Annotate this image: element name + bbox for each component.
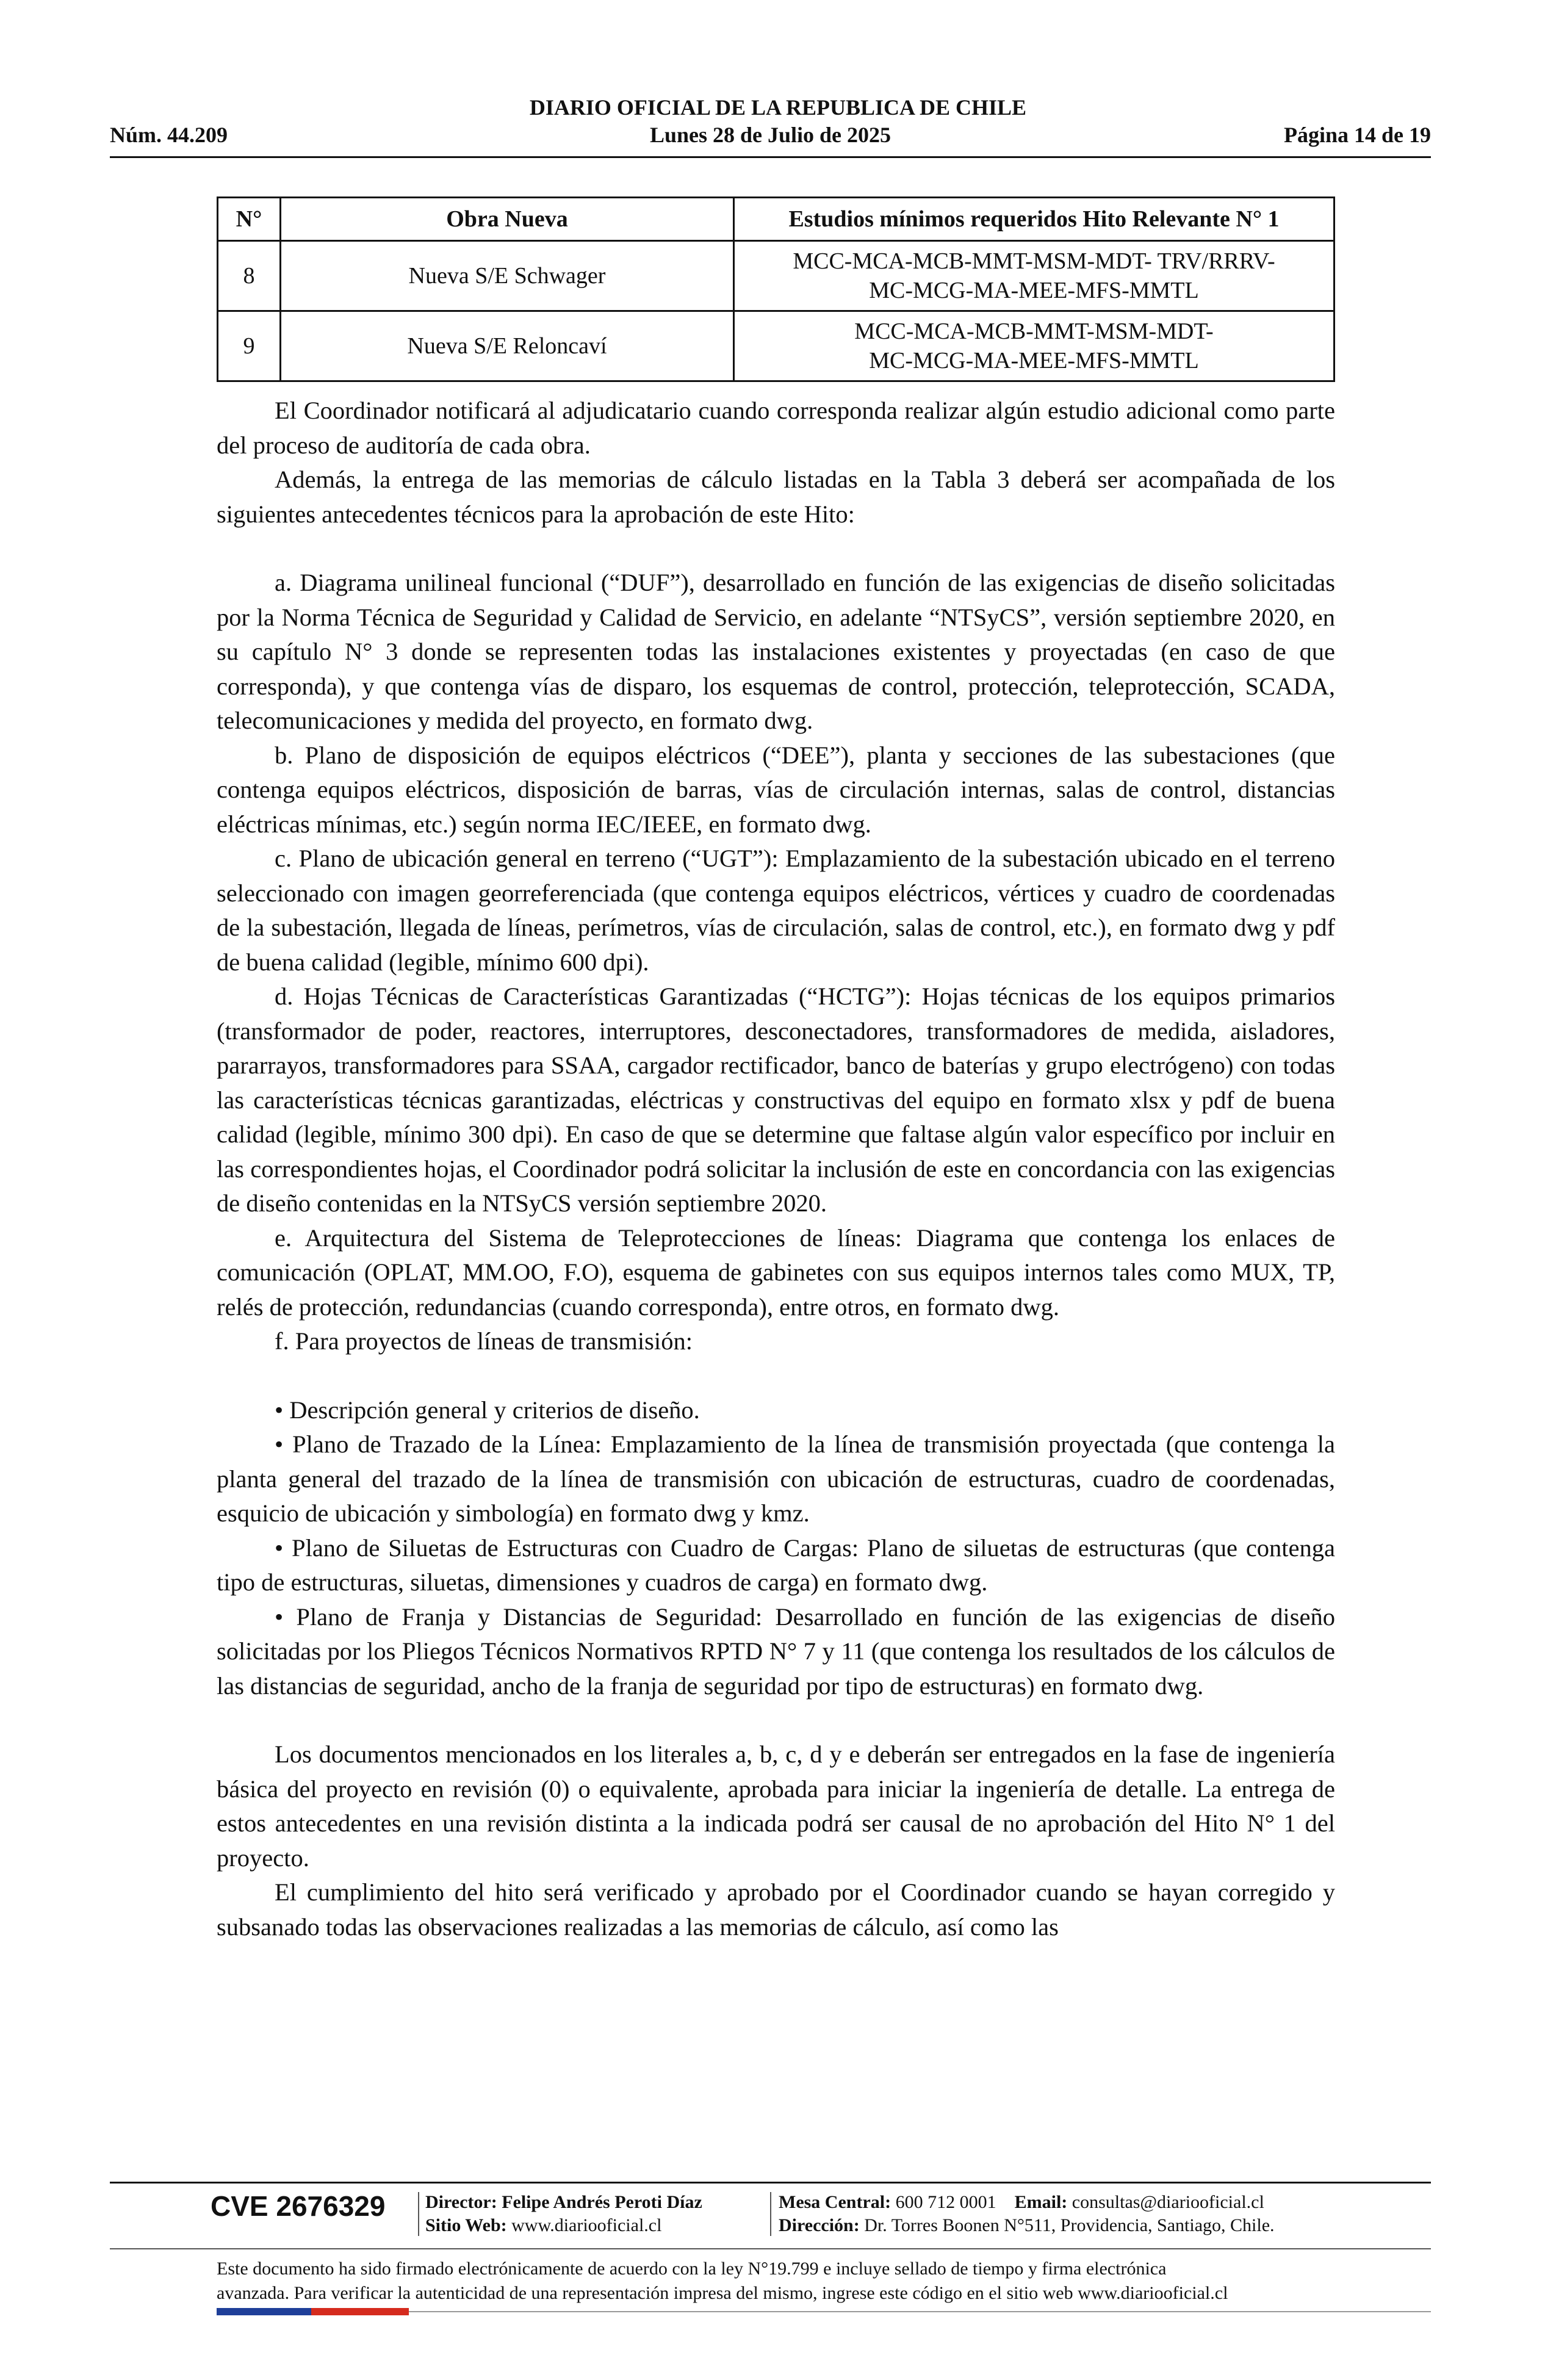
email-link[interactable]: consultas@diariooficial.cl xyxy=(1072,2192,1264,2212)
header-divider xyxy=(110,156,1431,158)
footer-divider xyxy=(110,2248,1431,2249)
footer-contact-block xyxy=(779,2191,1275,2237)
table-row xyxy=(218,241,1334,311)
disclaimer-line: Este documento ha sido firmado electrónicamente de acuerdo con la ley N°19.799 e incluye sellado de tiempo y firma electrónica xyxy=(217,2259,1167,2279)
signature-disclaimer xyxy=(217,2257,1335,2306)
bullet-item: • Plano de Trazado de la Línea: Emplazamiento de la línea de transmisión proyectada (que contenga la planta general del trazado de la línea de transmisión con ubicación de estructuras, cuadro de coordenadas, esquicio de ubicación y simbología) en formato dwg y kmz. xyxy=(217,1430,1335,1527)
paragraph: Además, la entrega de las memorias de cálculo listadas en la Tabla 3 deberá ser acompañada de los siguientes antecedentes técnicos para la aprobación de este Hito: xyxy=(217,466,1335,528)
website-link[interactable]: www.diariooficial.cl xyxy=(511,2215,662,2235)
row-obra: Nueva S/E Schwager xyxy=(281,241,734,311)
list-item-f: f. Para proyectos de líneas de transmisión: xyxy=(275,1327,693,1355)
row-estudios xyxy=(734,241,1334,311)
list-item-e: e. Arquitectura del Sistema de Teleprotecciones de líneas: Diagrama que contenga los enlaces de comunicación (OPLAT, MM.OO, F.O), esquema de gabinetes con sus equipos internos tales como MUX, TP, relés de protección, redundancias (cuando corresponda), entre otros, en formato dwg. xyxy=(217,1224,1335,1321)
row-estudios-line: MC-MCG-MA-MEE-MFS-MMTL xyxy=(869,278,1199,303)
disclaimer-line: avanzada. Para verificar la autenticidad de una representación impresa del mismo, ingrese este código en el sitio web www.diariooficial.cl xyxy=(217,2283,1228,2303)
paragraph: El cumplimiento del hito será verificado y aprobado por el Coordinador cuando se hayan corregido y subsanado todas las observaciones realizadas a las memorias de cálculo, así como las xyxy=(217,1878,1335,1941)
col-header-number: N° xyxy=(218,198,281,241)
flag-stripe-blue xyxy=(217,2308,311,2315)
footer-separator xyxy=(770,2192,771,2236)
col-header-estudios: Estudios mínimos requeridos Hito Relevante N° 1 xyxy=(734,198,1334,241)
list-item-b: b. Plano de disposición de equipos eléctricos (“DEE”), planta y secciones de las subestaciones (que contenga equipos eléctricos, disposición de barras, vías de circulación internas, salas de control, distancias eléctricas mínimas, etc.) según norma IEC/IEEE, en formato dwg. xyxy=(217,741,1335,838)
list-item-d: d. Hojas Técnicas de Características Garantizadas (“HCTG”): Hojas técnicas de los equipos primarios (transformador de poder, reactores, interruptores, desconectadores, transformadores de medida, aisladores, pararrayos, transformadores para SSAA, cargador rectificador, banco de baterías y grupo electrógeno) con todas las características técnicas garantizadas, eléctricas y constructivas del equipo en formato xlsx y pdf de buena calidad (legible, mínimo 300 dpi). En caso de que se determine que faltase algún valor específico por incluir en las correspondientes hojas, el Coordinador podrá solicitar la inclusión de este en concordancia con las exigencias de diseño contenidas en la NTSyCS versión septiembre 2020. xyxy=(217,983,1335,1217)
footer-separator xyxy=(418,2192,419,2236)
row-obra: Nueva S/E Reloncaví xyxy=(281,311,734,381)
col-header-obra: Obra Nueva xyxy=(281,198,734,241)
bullet-item: • Plano de Franja y Distancias de Seguridad: Desarrollado en función de las exigencias de diseño solicitadas por los Pliegos Técnicos Normativos RPTD N° 7 y 11 (que contenga los resultados de los cálculos de las distancias de seguridad, ancho de la franja de seguridad por tipo de estructuras) en formato dwg. xyxy=(217,1603,1335,1700)
row-estudios-line: MC-MCG-MA-MEE-MFS-MMTL xyxy=(869,348,1199,373)
address-value: Dr. Torres Boonen N°511, Providencia, Santiago, Chile. xyxy=(864,2215,1275,2235)
bullet-item: • Descripción general y criterios de diseño. xyxy=(275,1396,700,1424)
website-label: Sitio Web: xyxy=(425,2215,507,2235)
issue-date: Lunes 28 de Julio de 2025 xyxy=(649,123,891,147)
row-number: 9 xyxy=(218,311,281,381)
document-body xyxy=(217,394,1335,1944)
footer-divider xyxy=(110,2182,1431,2183)
phone-number: 600 712 0001 xyxy=(895,2192,996,2212)
publication-title: DIARIO OFICIAL DE LA REPUBLICA DE CHILE xyxy=(529,95,1027,120)
phone-label: Mesa Central: xyxy=(779,2192,891,2212)
bullet-item: • Plano de Siluetas de Estructuras con Cuadro de Cargas: Plano de siluetas de estructuras (que contenga tipo de estructuras, siluetas, dimensiones y cuadros de carga) en formato dwg. xyxy=(217,1534,1335,1596)
studies-table xyxy=(217,197,1335,382)
cve-code: CVE 2676329 xyxy=(211,2190,386,2222)
page-number: Página 14 de 19 xyxy=(1283,123,1431,147)
table-header-row xyxy=(218,198,1334,241)
footer-bottom-rule xyxy=(409,2311,1431,2312)
footer-director-block xyxy=(425,2191,702,2237)
flag-stripe-red xyxy=(311,2308,409,2315)
list-item-a: a. Diagrama unilineal funcional (“DUF”), desarrollado en función de las exigencias de diseño solicitadas por la Norma Técnica de Seguridad y Calidad de Servicio, en adelante “NTSyCS”, versión septiembre 2020, en su capítulo N° 3 donde se representen todas las instalaciones existentes y proyectadas (en caso de que corresponda), y que contenga vías de disparo, los esquemas de control, protección, teleprotección, SCADA, telecomunicaciones y medida del proyecto, en formato dwg. xyxy=(217,569,1335,734)
list-item-c: c. Plano de ubicación general en terreno (“UGT”): Emplazamiento de la subestación ubicado en el terreno seleccionado con imagen georreferenciada (que contenga equipos eléctricos, vértices y cuadro de coordenadas de la subestación, llegada de líneas, perímetros, vías de circulación, salas de control, etc.), en formato dwg y pdf de buena calidad (legible, mínimo 600 dpi). xyxy=(217,845,1335,976)
row-number: 8 xyxy=(218,241,281,311)
paragraph: Los documentos mencionados en los literales a, b, c, d y e deberán ser entregados en la fase de ingeniería básica del proyecto en revisión (0) o equivalente, aprobada para iniciar la ingeniería de detalle. La entrega de estos antecedentes en una revisión distinta a la indicada podrá ser causal de no aprobación del Hito N° 1 del proyecto. xyxy=(217,1740,1335,1872)
email-label: Email: xyxy=(1014,2192,1068,2212)
table-row xyxy=(218,311,1334,381)
row-estudios-line: MCC-MCA-MCB-MMT-MSM-MDT- TRV/RRRV- xyxy=(793,248,1275,274)
director-name: Felipe Andrés Peroti Díaz xyxy=(502,2192,702,2212)
paragraph: El Coordinador notificará al adjudicatario cuando corresponda realizar algún estudio adicional como parte del proceso de auditoría de cada obra. xyxy=(217,397,1335,459)
issue-number: Núm. 44.209 xyxy=(110,123,228,147)
row-estudios-line: MCC-MCA-MCB-MMT-MSM-MDT- xyxy=(854,319,1214,344)
address-label: Dirección: xyxy=(779,2215,860,2235)
row-estudios xyxy=(734,311,1334,381)
director-label: Director: xyxy=(425,2192,497,2212)
